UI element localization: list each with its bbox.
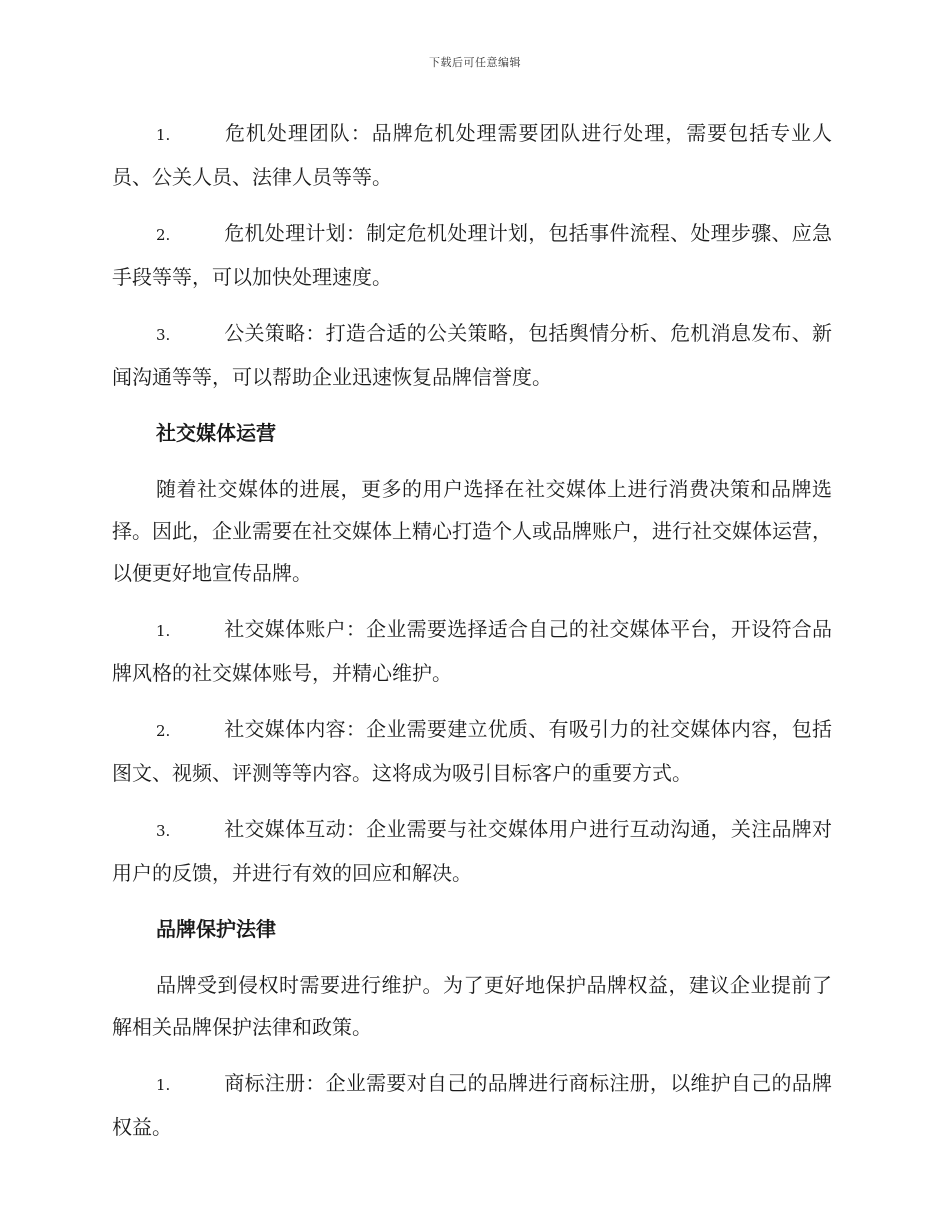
section-heading: 社交媒体运营 — [156, 421, 276, 445]
list-number: 2. — [156, 226, 171, 244]
paragraph: 随着社交媒体的进展，更多的用户选择在社交媒体上进行消费决策和品牌选择。因此，企业需要在社交媒体上精心打造个人或品牌账户，进行社交媒体运营，以便更好地宣传品牌。 — [112, 477, 832, 585]
list-item-text: 社交媒体账户：企业需要选择适合自己的社交媒体平台，开设符合品牌风格的社交媒体账号，并精心维护。 — [112, 617, 832, 685]
list-item — [112, 1062, 832, 1148]
list-item-text: 危机处理团队：品牌危机处理需要团队进行处理，需要包括专业人员、公关人员、法律人员等等。 — [112, 121, 832, 189]
list-number: 3. — [156, 326, 171, 344]
list-number: 1. — [156, 1076, 171, 1094]
document-body — [112, 112, 832, 1162]
list-item-text: 危机处理计划：制定危机处理计划，包括事件流程、处理步骤、应急手段等等，可以加快处理速度。 — [112, 221, 832, 289]
list-number: 2. — [156, 722, 171, 740]
page-header: 下载后可任意编辑 — [429, 56, 521, 69]
list-item-text: 商标注册：企业需要对自己的品牌进行商标注册，以维护自己的品牌权益。 — [112, 1071, 832, 1139]
list-item — [112, 212, 832, 298]
list-number: 1. — [156, 622, 171, 640]
list-item-text: 社交媒体内容：企业需要建立优质、有吸引力的社交媒体内容，包括图文、视频、评测等等内容。这将成为吸引目标客户的重要方式。 — [112, 717, 832, 785]
list-item-text: 公关策略：打造合适的公关策略，包括舆情分析、危机消息发布、新闻沟通等等，可以帮助企业迅速恢复品牌信誉度。 — [112, 321, 832, 389]
list-item — [112, 608, 832, 694]
list-item — [112, 312, 832, 398]
list-item — [112, 112, 832, 198]
list-number: 3. — [156, 822, 171, 840]
list-number: 1. — [156, 126, 171, 144]
paragraph: 品牌受到侵权时需要进行维护。为了更好地保护品牌权益，建议企业提前了解相关品牌保护法律和政策。 — [112, 973, 832, 1039]
list-item — [112, 808, 832, 894]
list-item — [112, 708, 832, 794]
section-heading: 品牌保护法律 — [156, 917, 276, 941]
list-item-text: 社交媒体互动：企业需要与社交媒体用户进行互动沟通，关注品牌对用户的反馈，并进行有效的回应和解决。 — [112, 817, 832, 885]
